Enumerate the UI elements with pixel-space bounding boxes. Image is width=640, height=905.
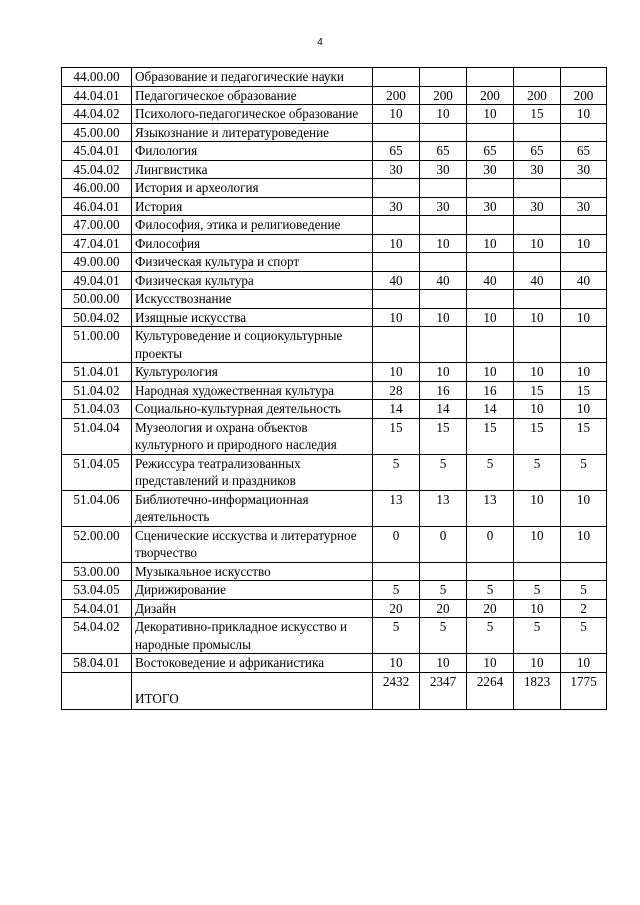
value-cell-1: 40 — [373, 271, 420, 290]
direction-name: ИТОГО — [132, 672, 373, 709]
direction-name: Культуроведение и социокультурные проекты — [132, 327, 373, 363]
total-row — [62, 672, 607, 709]
value-cell-4: 30 — [514, 197, 561, 216]
value-cell-1: 65 — [373, 142, 420, 161]
direction-code: 54.04.02 — [62, 618, 132, 654]
value-cell-2: 10 — [420, 105, 467, 124]
value-cell-1 — [373, 562, 420, 581]
value-cell-5: 30 — [561, 160, 607, 179]
table-row — [62, 123, 607, 142]
value-cell-5: 15 — [561, 381, 607, 400]
value-cell-3: 20 — [467, 599, 514, 618]
value-cell-1: 10 — [373, 654, 420, 673]
direction-name: Филология — [132, 142, 373, 161]
value-cell-2: 5 — [420, 454, 467, 490]
value-cell-3 — [467, 123, 514, 142]
value-cell-2: 14 — [420, 400, 467, 419]
direction-code: 51.04.05 — [62, 454, 132, 490]
direction-code: 51.04.03 — [62, 400, 132, 419]
value-cell-3 — [467, 562, 514, 581]
value-cell-4: 15 — [514, 418, 561, 454]
value-cell-1: 30 — [373, 160, 420, 179]
direction-name: Декоративно-прикладное искусство и народные промыслы — [132, 618, 373, 654]
direction-code: 49.00.00 — [62, 253, 132, 272]
direction-code: 45.00.00 — [62, 123, 132, 142]
value-cell-2: 65 — [420, 142, 467, 161]
direction-name: Психолого-педагогическое образование — [132, 105, 373, 124]
direction-name: Искусствознание — [132, 290, 373, 309]
value-cell-1 — [373, 68, 420, 87]
direction-name: Дирижирование — [132, 581, 373, 600]
value-cell-4: 5 — [514, 581, 561, 600]
value-cell-4: 10 — [514, 308, 561, 327]
direction-code: 45.04.02 — [62, 160, 132, 179]
value-cell-2 — [420, 562, 467, 581]
value-cell-4: 5 — [514, 454, 561, 490]
table-row — [62, 142, 607, 161]
table-row — [62, 581, 607, 600]
value-cell-2: 13 — [420, 490, 467, 526]
table-row — [62, 654, 607, 673]
value-cell-3: 10 — [467, 105, 514, 124]
direction-name: Библиотечно-информационная деятельность — [132, 490, 373, 526]
direction-name: Образование и педагогические науки — [132, 68, 373, 87]
direction-name: Философия, этика и религиоведение — [132, 216, 373, 235]
value-cell-4: 10 — [514, 400, 561, 419]
value-cell-2: 30 — [420, 160, 467, 179]
value-cell-5: 10 — [561, 526, 607, 562]
value-cell-2: 30 — [420, 197, 467, 216]
value-cell-4: 10 — [514, 490, 561, 526]
value-cell-3 — [467, 216, 514, 235]
value-cell-2: 10 — [420, 654, 467, 673]
value-cell-3: 5 — [467, 618, 514, 654]
value-cell-4: 10 — [514, 654, 561, 673]
value-cell-4: 40 — [514, 271, 561, 290]
value-cell-1: 5 — [373, 618, 420, 654]
value-cell-5 — [561, 253, 607, 272]
value-cell-3: 200 — [467, 86, 514, 105]
value-cell-5: 5 — [561, 454, 607, 490]
value-cell-1: 15 — [373, 418, 420, 454]
value-cell-2: 10 — [420, 308, 467, 327]
value-cell-2: 15 — [420, 418, 467, 454]
direction-name: История и археология — [132, 179, 373, 198]
value-cell-2: 2347 — [420, 672, 467, 709]
value-cell-4 — [514, 562, 561, 581]
value-cell-2: 0 — [420, 526, 467, 562]
value-cell-5: 2 — [561, 599, 607, 618]
value-cell-4: 10 — [514, 526, 561, 562]
direction-code: 51.04.01 — [62, 363, 132, 382]
direction-name: Философия — [132, 234, 373, 253]
page-number: 4 — [317, 37, 323, 48]
value-cell-4 — [514, 253, 561, 272]
direction-name: Дизайн — [132, 599, 373, 618]
table-row — [62, 86, 607, 105]
direction-code: 49.04.01 — [62, 271, 132, 290]
value-cell-1: 30 — [373, 197, 420, 216]
table-row — [62, 308, 607, 327]
table-row — [62, 234, 607, 253]
value-cell-4: 10 — [514, 599, 561, 618]
value-cell-4: 10 — [514, 363, 561, 382]
value-cell-5 — [561, 68, 607, 87]
value-cell-2 — [420, 327, 467, 363]
value-cell-1 — [373, 253, 420, 272]
value-cell-1: 28 — [373, 381, 420, 400]
table-row — [62, 197, 607, 216]
direction-name: Лингвистика — [132, 160, 373, 179]
value-cell-5 — [561, 327, 607, 363]
value-cell-3: 2264 — [467, 672, 514, 709]
value-cell-1 — [373, 123, 420, 142]
value-cell-5: 1775 — [561, 672, 607, 709]
table-row — [62, 454, 607, 490]
table-row — [62, 490, 607, 526]
value-cell-1: 10 — [373, 105, 420, 124]
value-cell-1: 13 — [373, 490, 420, 526]
direction-code: 54.04.01 — [62, 599, 132, 618]
table-row — [62, 271, 607, 290]
value-cell-1: 20 — [373, 599, 420, 618]
value-cell-3: 65 — [467, 142, 514, 161]
value-cell-5: 65 — [561, 142, 607, 161]
value-cell-3: 30 — [467, 197, 514, 216]
value-cell-4 — [514, 290, 561, 309]
value-cell-4 — [514, 123, 561, 142]
table-row — [62, 179, 607, 198]
direction-name: Музеология и охрана объектов культурного и природного наследия — [132, 418, 373, 454]
value-cell-5: 5 — [561, 618, 607, 654]
value-cell-5: 10 — [561, 654, 607, 673]
value-cell-2: 16 — [420, 381, 467, 400]
value-cell-4: 200 — [514, 86, 561, 105]
value-cell-3: 5 — [467, 454, 514, 490]
table-row — [62, 290, 607, 309]
table-row — [62, 599, 607, 618]
direction-code: 45.04.01 — [62, 142, 132, 161]
direction-code: 53.04.05 — [62, 581, 132, 600]
value-cell-3 — [467, 327, 514, 363]
direction-name: Языкознание и литературоведение — [132, 123, 373, 142]
direction-code: 51.00.00 — [62, 327, 132, 363]
direction-name: Физическая культура — [132, 271, 373, 290]
value-cell-4: 5 — [514, 618, 561, 654]
direction-code — [62, 672, 132, 709]
value-cell-3: 14 — [467, 400, 514, 419]
value-cell-1: 14 — [373, 400, 420, 419]
value-cell-4: 15 — [514, 105, 561, 124]
value-cell-1 — [373, 216, 420, 235]
value-cell-5: 10 — [561, 105, 607, 124]
direction-code: 52.00.00 — [62, 526, 132, 562]
value-cell-4 — [514, 216, 561, 235]
table-row — [62, 105, 607, 124]
value-cell-5: 10 — [561, 400, 607, 419]
value-cell-1: 10 — [373, 308, 420, 327]
value-cell-5: 10 — [561, 363, 607, 382]
table-row — [62, 526, 607, 562]
value-cell-5 — [561, 216, 607, 235]
value-cell-3: 10 — [467, 654, 514, 673]
direction-name: Режиссура театрализованных представлений и праздников — [132, 454, 373, 490]
direction-code: 46.00.00 — [62, 179, 132, 198]
table-row — [62, 68, 607, 87]
direction-code: 44.00.00 — [62, 68, 132, 87]
value-cell-3 — [467, 290, 514, 309]
value-cell-3: 10 — [467, 234, 514, 253]
direction-code: 51.04.02 — [62, 381, 132, 400]
value-cell-3 — [467, 253, 514, 272]
value-cell-2: 20 — [420, 599, 467, 618]
direction-name: Музыкальное искусство — [132, 562, 373, 581]
value-cell-2 — [420, 216, 467, 235]
table-row — [62, 160, 607, 179]
value-cell-2: 5 — [420, 618, 467, 654]
value-cell-4: 1823 — [514, 672, 561, 709]
value-cell-1: 5 — [373, 454, 420, 490]
direction-name: Сценические исскуства и литературное творчество — [132, 526, 373, 562]
table-row — [62, 400, 607, 419]
value-cell-4: 30 — [514, 160, 561, 179]
value-cell-3: 10 — [467, 363, 514, 382]
table-row — [62, 327, 607, 363]
value-cell-1: 2432 — [373, 672, 420, 709]
table-row — [62, 363, 607, 382]
value-cell-3: 40 — [467, 271, 514, 290]
direction-name: История — [132, 197, 373, 216]
value-cell-4 — [514, 327, 561, 363]
value-cell-5 — [561, 179, 607, 198]
value-cell-3: 0 — [467, 526, 514, 562]
value-cell-2 — [420, 68, 467, 87]
value-cell-2: 5 — [420, 581, 467, 600]
direction-code: 44.04.02 — [62, 105, 132, 124]
direction-code: 50.04.02 — [62, 308, 132, 327]
value-cell-2: 10 — [420, 234, 467, 253]
table-row — [62, 253, 607, 272]
table-row — [62, 381, 607, 400]
direction-code: 58.04.01 — [62, 654, 132, 673]
table-row — [62, 418, 607, 454]
table-row — [62, 216, 607, 235]
value-cell-2 — [420, 123, 467, 142]
value-cell-4: 10 — [514, 234, 561, 253]
value-cell-3: 30 — [467, 160, 514, 179]
value-cell-1: 10 — [373, 234, 420, 253]
table-row — [62, 562, 607, 581]
value-cell-1: 200 — [373, 86, 420, 105]
value-cell-1 — [373, 179, 420, 198]
direction-name: Изящные искусства — [132, 308, 373, 327]
value-cell-1: 10 — [373, 363, 420, 382]
value-cell-5: 5 — [561, 581, 607, 600]
value-cell-3: 5 — [467, 581, 514, 600]
direction-name: Востоковедение и африканистика — [132, 654, 373, 673]
value-cell-5: 15 — [561, 418, 607, 454]
value-cell-2 — [420, 179, 467, 198]
value-cell-3 — [467, 68, 514, 87]
value-cell-5 — [561, 123, 607, 142]
value-cell-5: 10 — [561, 234, 607, 253]
table-body — [62, 68, 607, 710]
direction-code: 46.04.01 — [62, 197, 132, 216]
value-cell-2 — [420, 290, 467, 309]
value-cell-5: 200 — [561, 86, 607, 105]
direction-code: 47.04.01 — [62, 234, 132, 253]
direction-code: 53.00.00 — [62, 562, 132, 581]
value-cell-3: 15 — [467, 418, 514, 454]
value-cell-2: 200 — [420, 86, 467, 105]
direction-name: Физическая культура и спорт — [132, 253, 373, 272]
value-cell-1: 0 — [373, 526, 420, 562]
value-cell-3: 10 — [467, 308, 514, 327]
value-cell-1 — [373, 327, 420, 363]
table-row — [62, 618, 607, 654]
value-cell-5: 10 — [561, 308, 607, 327]
value-cell-5: 40 — [561, 271, 607, 290]
enrollment-table — [61, 67, 607, 710]
value-cell-1 — [373, 290, 420, 309]
value-cell-2: 40 — [420, 271, 467, 290]
value-cell-4 — [514, 179, 561, 198]
direction-name: Социально-культурная деятельность — [132, 400, 373, 419]
value-cell-5: 30 — [561, 197, 607, 216]
direction-code: 51.04.04 — [62, 418, 132, 454]
direction-name: Педагогическое образование — [132, 86, 373, 105]
direction-code: 47.00.00 — [62, 216, 132, 235]
value-cell-3 — [467, 179, 514, 198]
value-cell-4: 65 — [514, 142, 561, 161]
value-cell-2 — [420, 253, 467, 272]
value-cell-1: 5 — [373, 581, 420, 600]
value-cell-4: 15 — [514, 381, 561, 400]
value-cell-3: 13 — [467, 490, 514, 526]
direction-code: 51.04.06 — [62, 490, 132, 526]
value-cell-5: 10 — [561, 490, 607, 526]
value-cell-5 — [561, 562, 607, 581]
direction-name: Культурология — [132, 363, 373, 382]
value-cell-5 — [561, 290, 607, 309]
direction-code: 44.04.01 — [62, 86, 132, 105]
value-cell-3: 16 — [467, 381, 514, 400]
direction-name: Народная художественная культура — [132, 381, 373, 400]
value-cell-2: 10 — [420, 363, 467, 382]
value-cell-4 — [514, 68, 561, 87]
direction-code: 50.00.00 — [62, 290, 132, 309]
